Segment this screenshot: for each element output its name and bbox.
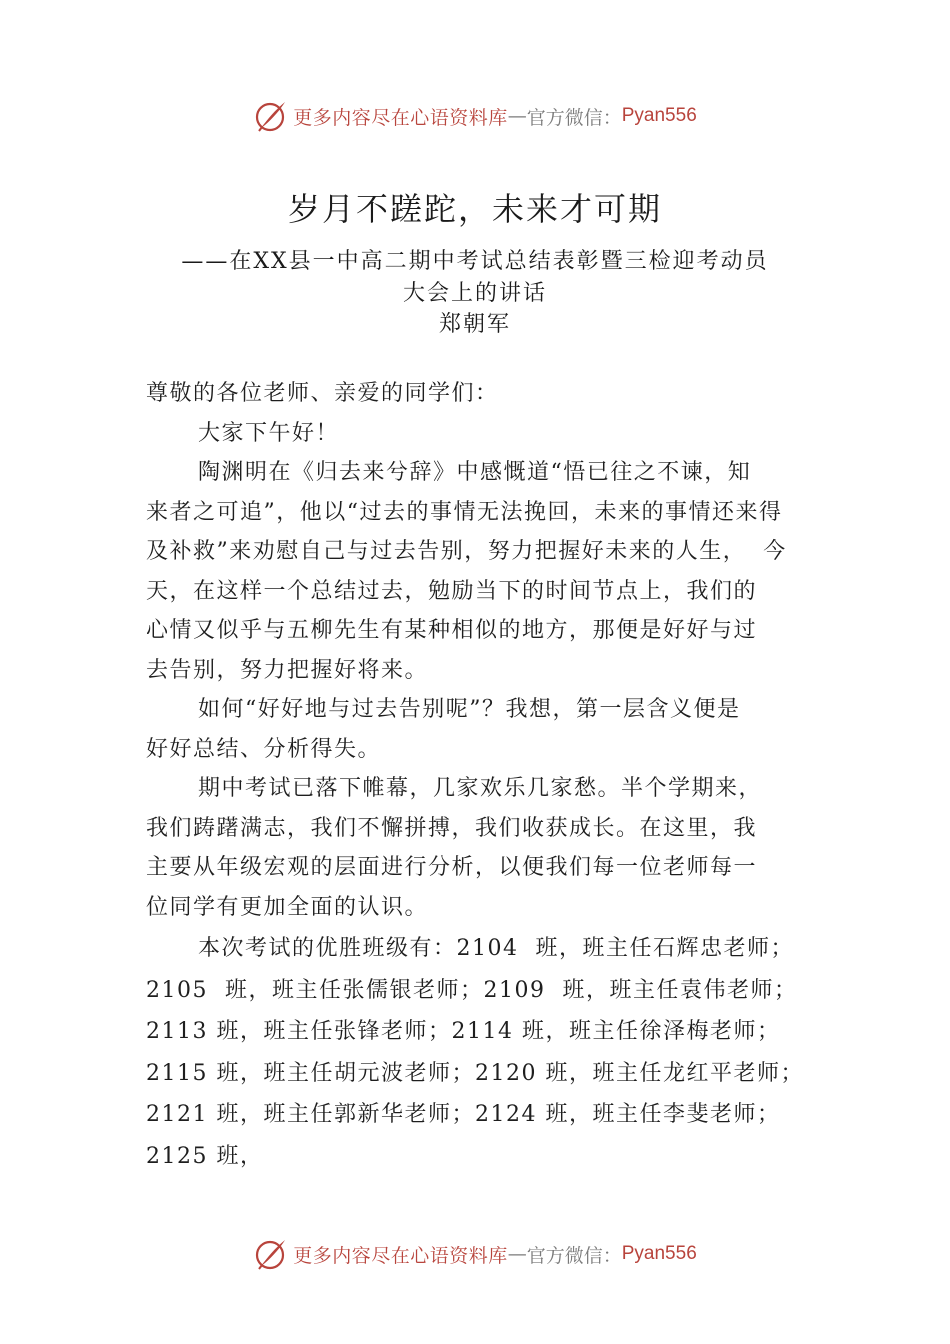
watermark-wechat-id: Pyan556 [621,105,697,126]
document-title: 岁月不蹉跎，未来才可期 [287,190,662,228]
para1-line6: 去告别，努力把握好将来。 [146,657,429,683]
watermark-wechat-id: Pyan556 [621,1243,697,1264]
watermark-separator: — [507,105,527,127]
awards-line2: 2105 班，班主任张儒银老师；2109 班，班主任袁伟老师； [146,977,798,1003]
quill-pen-logo-icon [253,98,289,134]
author-name: 郑朝军 [438,312,511,337]
awards-line3: 2113 班，班主任张锋老师；2114 班，班主任徐泽梅老师； [146,1019,781,1044]
para2-line1: 如何“好好地与过去告别呢”？我想，第一层含义便是 [198,697,741,722]
para3-line2: 我们踌躇满志，我们不懈拼搏，我们收获成长。在这里，我 [146,815,758,841]
watermark-text: 更多内容尽在心语资料库 [293,106,508,129]
para1-line4: 天，在这样一个总结过去，勉励当下的时间节点上，我们的 [146,578,758,604]
para2-line2: 好好总结、分析得失。 [146,736,382,762]
para3-line1: 期中考试已落下帷幕，几家欢乐几家愁。半个学期来， [198,776,763,801]
watermark-separator: — [507,1243,527,1265]
awards-line5: 2121 班，班主任郭新华老师；2124 班，班主任李斐老师； [146,1102,781,1127]
para3-line3: 主要从年级宏观的层面进行分析，以便我们每一位老师每一 [146,855,758,880]
watermark-banner-bottom [0,1234,950,1274]
para1-line3: 及补救”来劝慰自己与过去告别，努力把握好未来的人生， 今 [146,539,787,564]
speech-body [146,374,826,927]
subtitle-line-2: 大会上的讲话 [402,281,547,306]
para3-line4: 位同学有更加全面的认识。 [146,894,429,920]
greeting-line: 尊敬的各位老师、亲爱的同学们： [146,381,499,406]
awards-line6: 2125 班， [146,1143,264,1169]
para1-line1: 陶渊明在《归去来兮辞》中感慨道“悟已往之不谏，知 [198,460,752,485]
awards-line1: 本次考试的优胜班级有：2104 班，班主任石辉忠老师； [198,936,794,961]
para1-line5: 心情又似乎与五柳先生有某种相似的地方，那便是好好与过 [146,618,758,643]
watermark-wechat-label: 官方微信： [526,106,622,129]
para1-line2: 来者之可追”，他以“过去的事情无法挽回，未来的事情还来得 [146,499,783,525]
award-classes-paragraph [146,928,826,1177]
subtitle-line-1: ——在XX县一中高二期中考试总结表彰暨三检迎考动员 [181,249,769,274]
awards-line4: 2115 班，班主任胡元波老师；2120 班，班主任龙红平老师； [146,1060,804,1086]
watermark-text: 更多内容尽在心语资料库 [293,1244,508,1267]
watermark-banner-top [0,96,950,136]
hello-line: 大家下午好！ [198,420,340,446]
watermark-wechat-label: 官方微信： [526,1244,622,1267]
quill-pen-logo-icon [253,1236,289,1272]
